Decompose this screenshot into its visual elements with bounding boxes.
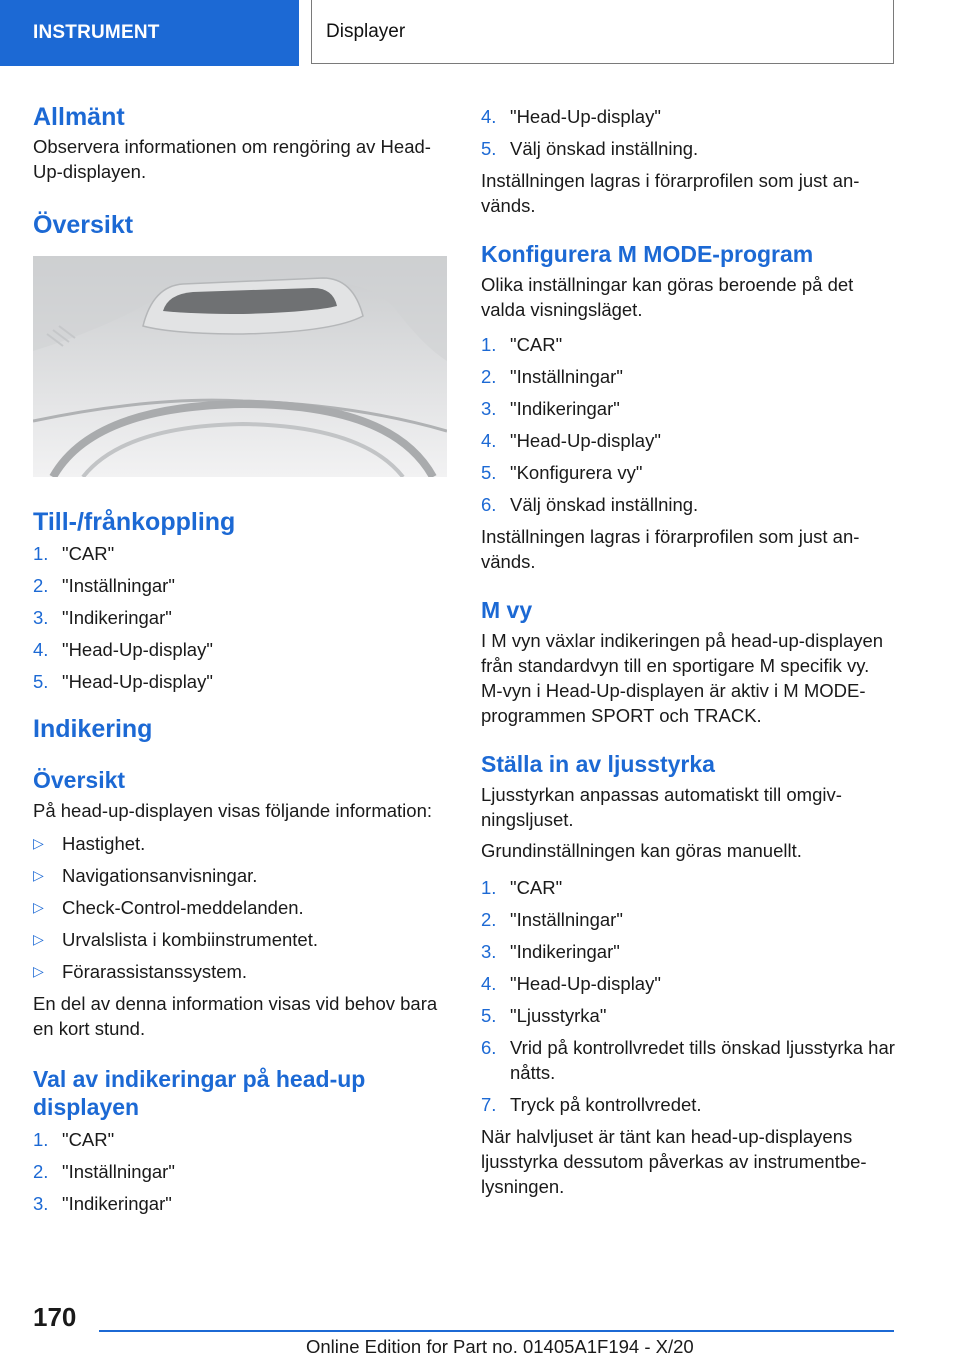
indikering-bullets xyxy=(33,831,449,984)
triangle-bullet-icon: ▷ xyxy=(33,963,44,979)
allmant-text: Observera informationen om rengöring av Head-Up-displayen. xyxy=(33,136,431,182)
m-vy-text-1: I M vyn växlar indikeringen på head-up-displayen från standardvyn till en sportigare M specifik vy. xyxy=(481,630,884,676)
list-item: 5. "Head-Up-display" xyxy=(33,671,213,692)
triangle-bullet-icon: ▷ xyxy=(33,867,44,883)
list-item: 4. "Head-Up-display" xyxy=(33,639,213,660)
left-column xyxy=(33,100,449,1223)
hud-figure xyxy=(33,256,447,477)
indikering-intro: På head-up-displayen visas följande information: xyxy=(33,800,433,821)
till-fran-steps xyxy=(33,541,449,694)
section-tab xyxy=(0,0,299,66)
list-item: 1. "CAR" xyxy=(33,1129,115,1150)
edition-text: Online Edition for Part no. 01405A1F194 - X/20 xyxy=(306,1336,694,1357)
m-mode-intro: Olika inställningar kan göras beroende på det valda visningsläget. xyxy=(481,274,854,320)
hud-illustration xyxy=(33,256,447,477)
val-note: Inställningen lagras i förarprofilen som just används. xyxy=(481,170,860,216)
heading-m-vy: M vy xyxy=(481,597,533,623)
list-item: 4. "Head-Up-display" xyxy=(481,106,661,127)
heading-ljusstyrka: Ställa in av ljusstyrka xyxy=(481,751,715,777)
heading-allmant: Allmänt xyxy=(33,103,125,131)
heading-oversikt-sub: Översikt xyxy=(33,767,126,793)
list-item: 1. "CAR" xyxy=(481,334,563,355)
list-item: ▷ Förarassistanssystem. xyxy=(33,961,248,982)
chapter-label: Displayer xyxy=(326,20,406,42)
ljus-text-2: Grundinställningen kan göras manuellt. xyxy=(481,840,802,861)
list-item: ▷ Check-Control-meddelanden. xyxy=(33,897,304,918)
m-vy-text-2: M-vyn i Head-Up-displayen är aktiv i M MODE-programmen SPORT och TRACK. xyxy=(481,680,866,726)
list-item: 3. "Indikeringar" xyxy=(481,941,620,962)
ljus-text-1: Ljusstyrkan anpassas automatiskt till omgivningsljuset. xyxy=(481,784,842,830)
footer-rule xyxy=(99,1330,894,1332)
m-mode-note: Inställningen lagras i förarprofilen som just används. xyxy=(481,526,860,572)
right-column xyxy=(481,100,897,1199)
list-item: 5. "Ljusstyrka" xyxy=(481,1005,607,1026)
list-item: 2. "Inställningar" xyxy=(481,366,623,387)
triangle-bullet-icon: ▷ xyxy=(33,835,44,851)
ljus-steps xyxy=(481,875,897,1117)
list-item: 2. "Inställningar" xyxy=(33,575,175,596)
val-steps xyxy=(33,1127,449,1216)
list-item: 5. Välj önskad inställning. xyxy=(481,138,699,159)
indikering-note: En del av denna information visas vid behov bara en kort stund. xyxy=(33,993,438,1039)
chapter-tab xyxy=(311,0,894,64)
m-mode-steps xyxy=(481,332,897,517)
list-item: 4. "Head-Up-display" xyxy=(481,973,661,994)
list-item: 7. Tryck på kontrollvredet. xyxy=(481,1094,702,1115)
heading-till-fran: Till-/frånkoppling xyxy=(33,508,236,536)
list-item: 1. "CAR" xyxy=(481,877,563,898)
list-item: ▷ Urvalslista i kombiinstrumentet. xyxy=(33,929,318,950)
section-label: INSTRUMENT xyxy=(33,22,160,43)
heading-m-mode: Konfigurera M MODE-program xyxy=(481,241,814,267)
triangle-bullet-icon: ▷ xyxy=(33,899,44,915)
list-item: 1. "CAR" xyxy=(33,543,115,564)
val-steps-cont xyxy=(481,104,897,161)
list-item: ▷ Hastighet. xyxy=(33,833,146,854)
list-item: 3. "Indikeringar" xyxy=(33,607,172,628)
list-item: 6. Välj önskad inställning. xyxy=(481,494,699,515)
list-item: 2. "Inställningar" xyxy=(33,1161,175,1182)
list-item: 2. "Inställningar" xyxy=(481,909,623,930)
list-item: ▷ Navigationsanvisningar. xyxy=(33,865,258,886)
heading-val: Val av indikeringar på head-up displayen xyxy=(33,1066,366,1120)
ljus-note: När halvljuset är tänt kan head-up-displayens ljusstyrka dessutom påverkas av instrumentbelysningen. xyxy=(481,1126,867,1197)
list-item: 4. "Head-Up-display" xyxy=(481,430,661,451)
heading-indikering: Indikering xyxy=(33,715,153,743)
list-item: 3. "Indikeringar" xyxy=(33,1193,172,1214)
triangle-bullet-icon: ▷ xyxy=(33,931,44,947)
list-item: 5. "Konfigurera vy" xyxy=(481,462,643,483)
list-item: 6. Vrid på kontrollvredet tills önskad ljusstyrka har nåtts. xyxy=(481,1037,895,1083)
list-item: 3. "Indikeringar" xyxy=(481,398,620,419)
heading-oversikt: Översikt xyxy=(33,211,134,239)
page-number: 170 xyxy=(33,1302,77,1332)
